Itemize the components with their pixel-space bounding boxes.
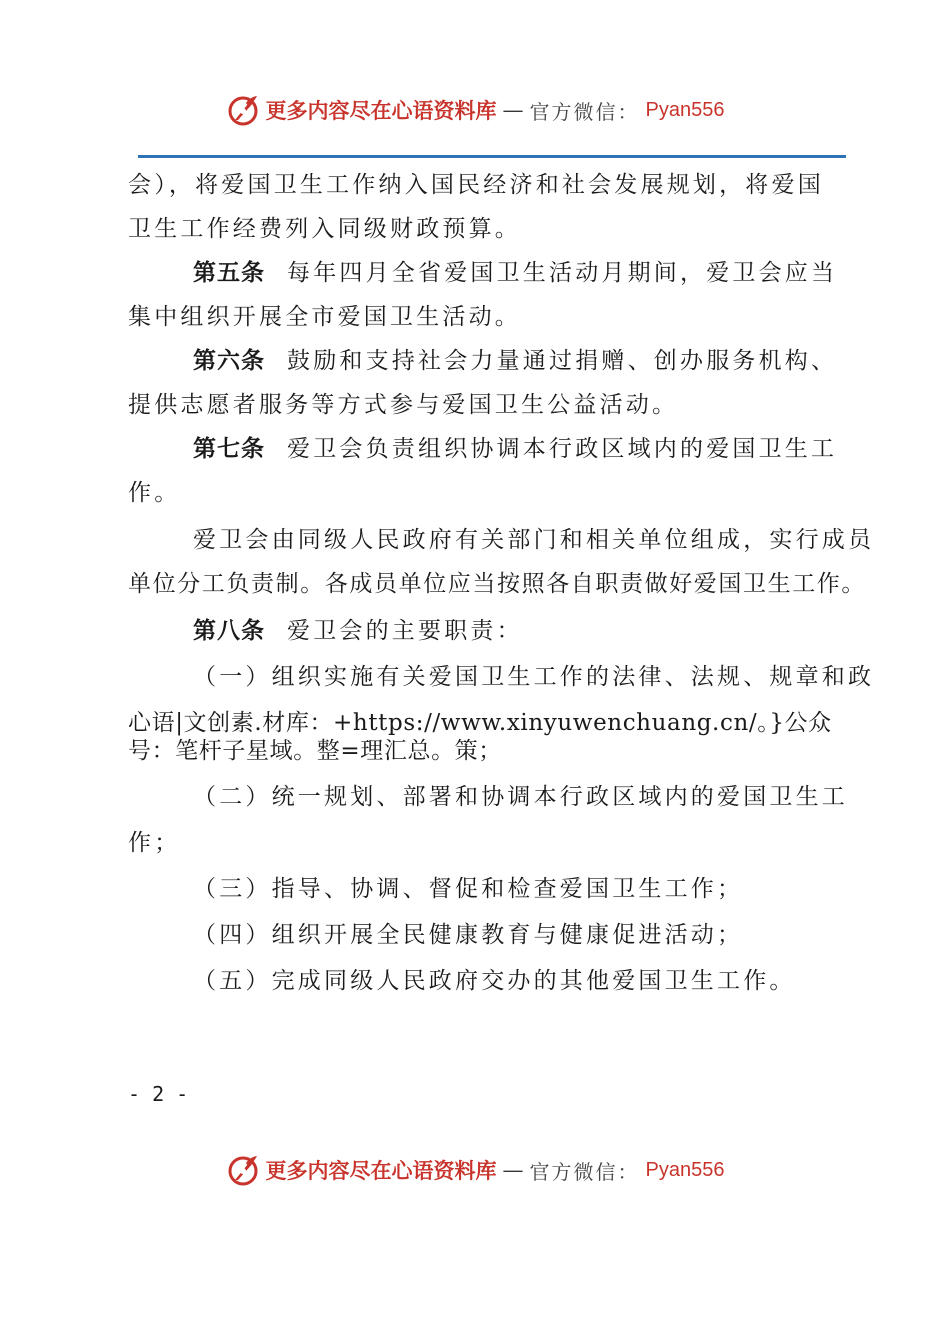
article-5-heading: 第五条 [193,260,265,286]
page-number: - 2 - [128,1082,189,1106]
banner-title: 更多内容尽在心语资料库 [265,98,497,123]
body-line: （三）指导、协调、督促和检查爱国卫生工作； [193,876,744,902]
body-line: 每年四月全省爱国卫生活动月期间，爱卫会应当 [287,260,838,286]
footer-banner [0,1150,950,1190]
body-line: （五）完成同级人民政府交办的其他爱国卫生工作。 [193,968,796,994]
body-line: 提供志愿者服务等方式参与爱国卫生公益活动。 [128,392,679,418]
body-line: 鼓励和支持社会力量通过捐赠、创办服务机构、 [287,348,838,374]
banner-wechat-label: 官方微信： [529,99,640,124]
quill-logo-icon [226,1153,260,1187]
body-line: 集中组织开展全市爱国卫生活动。 [128,304,521,330]
article-6 [193,346,837,376]
body-line: 单位分工负责制。各成员单位应当按照各自职责做好爱国卫生工作。 [128,571,866,597]
body-line: 作。 [128,480,181,506]
banner-dash: — [502,98,524,122]
body-line: 爱卫会由同级人民政府有关部门和相关单位组成，实行成员 [193,527,875,553]
banner-title: 更多内容尽在心语资料库 [265,1158,497,1183]
article-8 [193,616,523,646]
body-line: （二）统一规划、部署和协调本行政区域内的爱国卫生工 [193,784,848,810]
body-line: 会），将爱国卫生工作纳入国民经济和社会发展规划，将爱国 [128,172,824,198]
article-8-heading: 第八条 [193,618,265,644]
watermark-line: 号：笔杆子星域。整=理汇总。策； [128,738,502,764]
quill-logo-icon [226,93,260,127]
watermark-line: 心语|文创素.材库：+https://www.xinyuwenchuang.cn/。}公众 [128,710,832,736]
article-6-heading: 第六条 [193,348,265,374]
article-5 [193,258,837,288]
body-line: 爱卫会的主要职责： [287,618,523,644]
banner-wechat-id: Pyan556 [645,1158,725,1181]
banner-wechat-id: Pyan556 [645,98,725,121]
banner-dash: — [502,1158,524,1182]
banner-wechat-label: 官方微信： [529,1159,640,1184]
body-line: （一）组织实施有关爱国卫生工作的法律、法规、规章和政 [193,664,875,690]
body-line: （四）组织开展全民健康教育与健康促进活动； [193,922,744,948]
article-7 [193,434,837,464]
body-line: 作； [128,830,181,856]
body-line: 爱卫会负责组织协调本行政区域内的爱国卫生工 [287,436,838,462]
article-7-heading: 第七条 [193,436,265,462]
body-line: 卫生工作经费列入同级财政预算。 [128,216,521,242]
header-banner [0,90,950,130]
header-divider [138,155,846,158]
